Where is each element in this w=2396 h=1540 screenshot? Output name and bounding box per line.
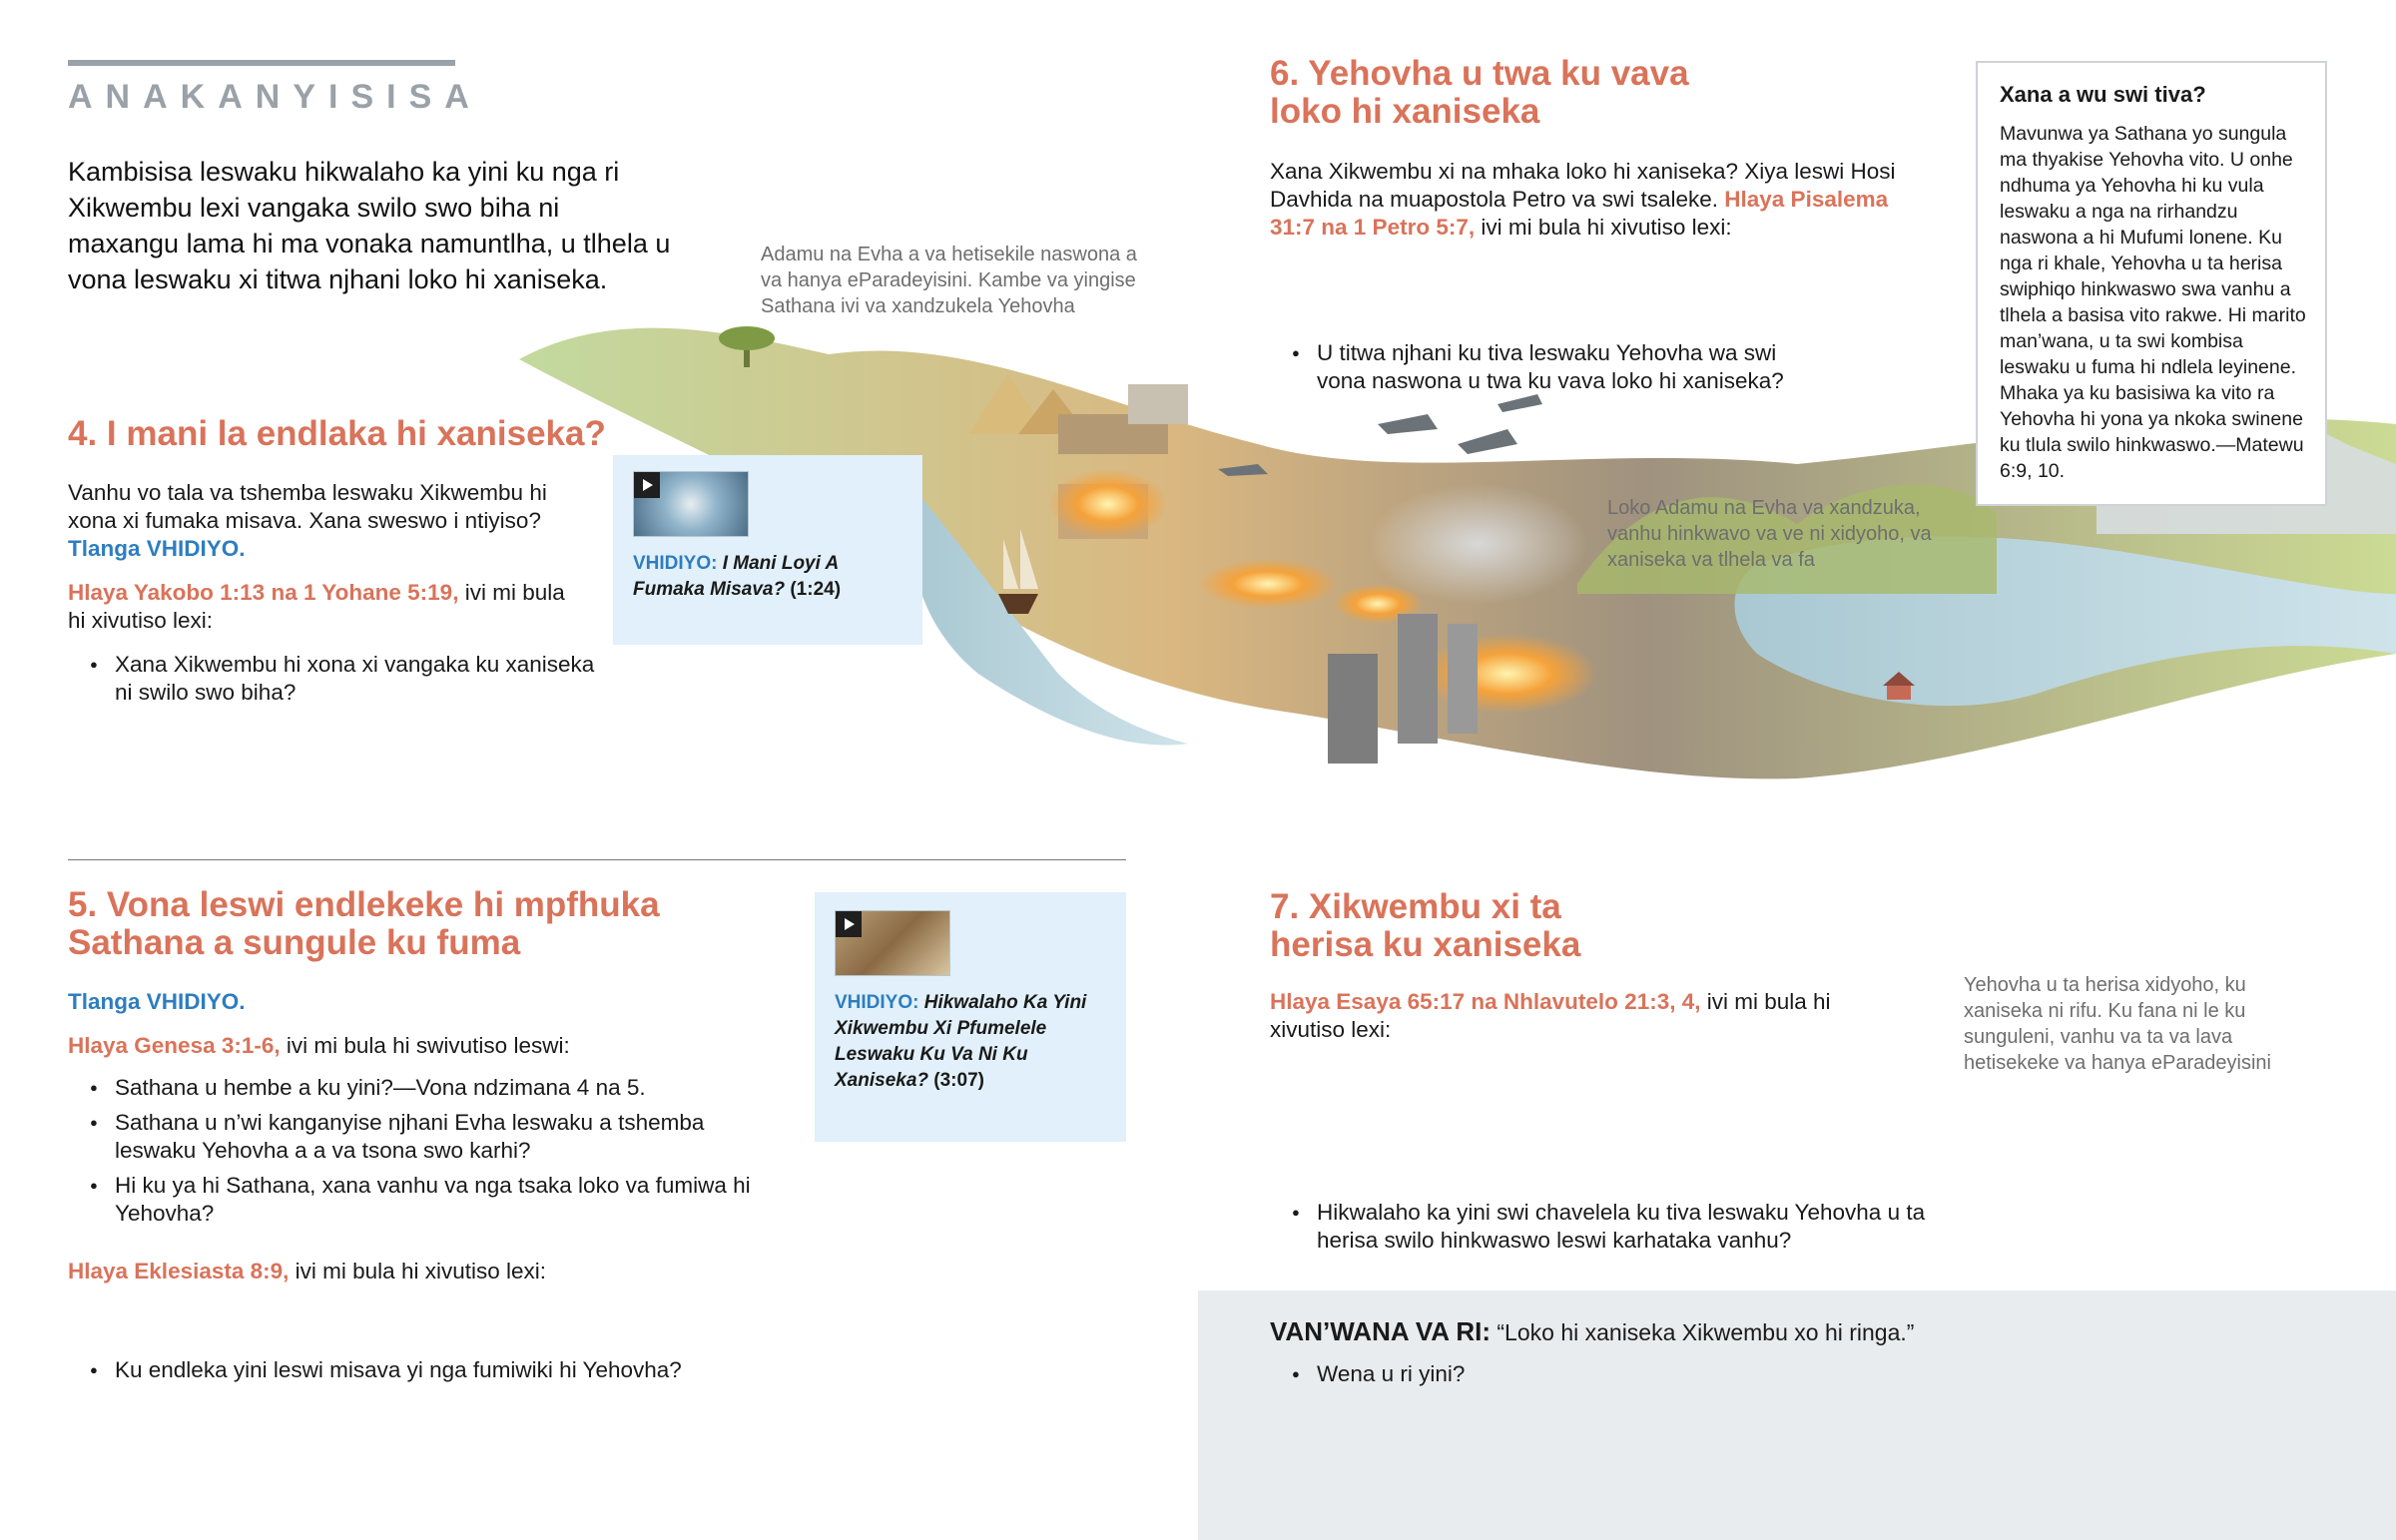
kicker: ANAKANYISISA xyxy=(68,78,482,116)
did-you-know-title: Xana a wu swi tiva? xyxy=(2000,82,2206,107)
did-you-know-box xyxy=(1976,61,2327,506)
video-4-duration: (1:24) xyxy=(790,579,842,600)
section-7-question: ● Hikwalaho ka yini swi chavelela ku tiva leswaku Yehovha u ta herisa swilo hinkwaswo leswi karhataka vanhu? xyxy=(1270,1199,1956,1255)
section-7-title: 7. Xikwembu xi ta herisa ku xaniseka xyxy=(1270,887,1581,964)
intro-text: Kambisisa leswaku hikwalaho ka yini ku nga ri Xikwembu lexi vangaka swilo swo biha ni maxangu lama hi ma vonaka namuntlha, u tlhela u vona leswaku xi titwa njhani loko hi xaniseka. xyxy=(68,157,671,294)
video-thumbnail[interactable] xyxy=(835,910,950,976)
section-divider xyxy=(68,859,1126,860)
section-4-read-rest: ivi mi bula hi xivutiso lexi: xyxy=(68,580,565,633)
did-you-know-body: Mavunwa ya Sathana yo sungula ma thyakise Yehovha vito. U onhe ndhuma ya Yehovha hi ku vula leswaku a nga na rirhandzu naswona a hi Mufumi lonene. Ku nga ri khale, Yehovha u ta herisa swiphiqo hinkwaswo swa vanhu a tlhela a basisa vito rakwe. Hi marito man’wana, u ta swi kombisa leswaku u fuma hi ndlela leyinene. Mhaka ya ku basisiwa ka vito ra Yehovha hi yona ya nkoka swinene ku tlula swilo hinkwaswo.—Matewu 6:9, 10. xyxy=(2000,123,2306,482)
caption-eden: Adamu na Evha a va hetisekile naswona a va hanya eParadeyisini. Kambe va yingise Sathana ivi va xandzukela Yehovha xyxy=(761,244,1137,317)
video-4-title: I Mani Loyi A Fumaka Misava? xyxy=(633,553,839,600)
section-5-read-1: Hlaya Genesa 3:1-6, ivi mi bula hi swivutiso leswi: xyxy=(68,1033,570,1058)
section-6-title: 6. Yehovha u twa ku vava loko hi xaniseka xyxy=(1270,54,1689,131)
caption-paradise: Yehovha u ta herisa xidyoho, ku xaniseka ni rifu. Ku fana ni le ku sunguleni, vanhu va ta va lava hetisekeke va hanya eParadeyisini xyxy=(1964,974,2271,1074)
section-5-scripture-ref-2[interactable]: Hlaya Eklesiasta 8:9, xyxy=(68,1259,290,1283)
video-5-title: Hikwalaho Ka Yini Xikwembu Xi Pfumelele Leswaku Ku Va Ni Ku Xaniseka? xyxy=(835,992,1087,1091)
section-4-title: 4. I mani la endlaka hi xaniseka? xyxy=(68,414,606,453)
video-thumbnail[interactable] xyxy=(633,471,749,537)
play-icon[interactable] xyxy=(836,911,862,937)
section-5-read-2: Hlaya Eklesiasta 8:9, ivi mi bula hi xivutiso lexi: xyxy=(68,1259,546,1283)
some-people-say-question: ● Wena u ri yini? xyxy=(1270,1360,1916,1388)
video-4-label: VHIDIYO: I Mani Loyi A Fumaka Misava? (1:24) xyxy=(633,553,842,600)
video-5-duration: (3:07) xyxy=(933,1070,984,1091)
some-people-say-quote: “Loko hi xaniseka Xikwembu xo hi ringa.” xyxy=(1491,1319,1915,1345)
section-4-question: ● Xana Xikwembu hi xona xi vangaka ku xaniseka ni swilo swo biha? xyxy=(68,651,614,707)
list-item: ● Sathana u n’wi kanganyise njhani Evha leswaku a tshemba leswaku Yehovha a a va tsona swo karhi? xyxy=(68,1109,767,1165)
section-7-read: Hlaya Esaya 65:17 na Nhlavutelo 21:3, 4, ivi mi bula hi xivutiso lexi: xyxy=(1270,989,1831,1042)
section-6-question: ● U titwa njhani ku tiva leswaku Yehovha wa swi vona naswona u twa ku vava loko hi xaniseka? xyxy=(1270,339,1816,395)
section-5-play-video-link[interactable]: Tlanga VHIDIYO. xyxy=(68,989,246,1014)
play-icon[interactable] xyxy=(634,472,660,498)
section-5-scripture-ref-1[interactable]: Hlaya Genesa 3:1-6, xyxy=(68,1033,281,1058)
caption-sin: Loko Adamu na Evha va xandzuka, vanhu hinkwavo va ve ni xidyoho, va xaniseka va tlhela va fa xyxy=(1607,497,1932,571)
some-people-say-box xyxy=(1198,1290,2396,1540)
section-4-read xyxy=(68,579,587,635)
section-4-scripture-ref[interactable]: Hlaya Yakobo 1:13 na 1 Yohane 5:19, xyxy=(68,580,459,605)
video-5-label: VHIDIYO: Hikwalaho Ka Yini Xikwembu Xi Pfumelele Leswaku Ku Va Ni Ku Xaniseka? (3:07) xyxy=(835,992,1087,1091)
video-card-4[interactable] xyxy=(613,455,922,645)
section-4-play-video-link[interactable]: Tlanga VHIDIYO. xyxy=(68,536,246,561)
section-5-questions-1 xyxy=(68,1074,767,1228)
section-6-scripture-ref[interactable]: Hlaya Pisalema 31:7 na 1 Petro 5:7, xyxy=(1270,187,1889,240)
some-people-say-lead: VAN’WANA VA RI: xyxy=(1270,1316,1491,1346)
section-7-scripture-ref[interactable]: Hlaya Esaya 65:17 na Nhlavutelo 21:3, 4, xyxy=(1270,989,1701,1014)
video-card-5[interactable] xyxy=(815,892,1126,1142)
list-item: ● Sathana u hembe a ku yini?—Vona ndzimana 4 na 5. xyxy=(68,1074,767,1102)
section-5-question-2: ● Ku endleka yini leswi misava yi nga fumiwiki hi Yehovha? xyxy=(68,1356,814,1384)
some-people-say-text xyxy=(1270,1316,2368,1347)
section-4-body: Vanhu vo tala va tshemba leswaku Xikwembu hi xona xi fumaka misava. Xana sweswo i ntiyiso? xyxy=(68,480,547,533)
kicker-rule xyxy=(68,60,455,66)
list-item: ● Hi ku ya hi Sathana, xana vanhu va nga tsaka loko va fumiwa hi Yehovha? xyxy=(68,1172,767,1228)
section-5-title: 5. Vona leswi endlekeke hi mpfhuka Sathana a sungule ku fuma xyxy=(68,885,660,962)
section-6-body: Xana Xikwembu xi na mhaka loko hi xaniseka? Xiya leswi Hosi Davhida na muapostola Petro va swi tsaleke. Hlaya Pisalema 31:7 na 1 Petro 5:7, ivi mi bula hi xivutiso lexi: xyxy=(1270,159,1896,240)
